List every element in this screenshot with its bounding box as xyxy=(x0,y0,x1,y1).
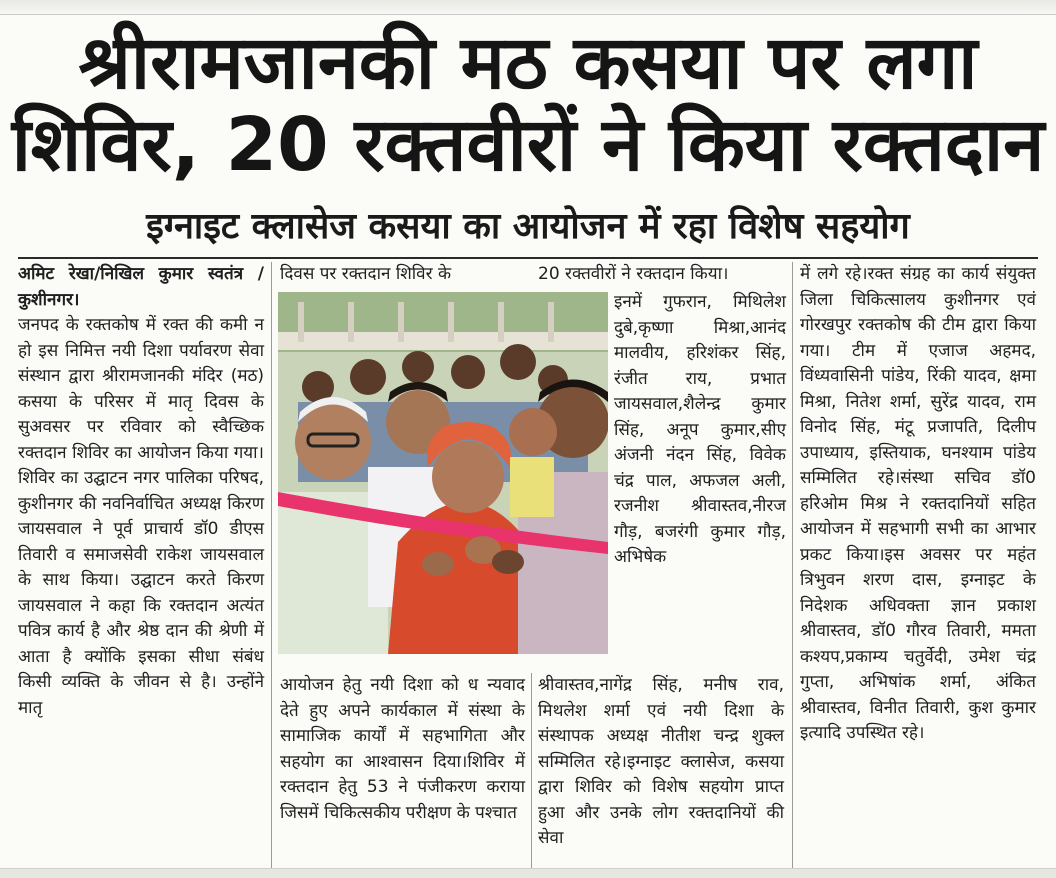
column-2-top-text: दिवस पर रक्तदान शिविर के xyxy=(280,264,452,284)
column-1-text: जनपद के रक्तकोष में रक्त की कमी न हो इस निमित्त नयी दिशा पर्यावरण सेवा संस्थान द्वारा श्रीरामजानकी मंदिर (मठ) कसया के परिसर में मातृ दिवस के सुअवसर पर रविवार को स्वैच्छिक रक्तदान शिविर का आयोजन किया गया। शिविर का उद्घाटन नगर पालिका परिषद, कुशीनगर की नवनिर्वाचित अध्यक्ष किरण जायसवाल ने पूर्व प्राचार्य डॉ0 डीएस तिवारी व समाजसेवी राकेश जायसवाल के साथ किया। उद्घाटन करते किरण जायसवाल ने कहा कि रक्तदान अत्यंत पवित्र कार्य है और श्रेष्ठ दान की श्रेणी में आता है क्योंकि इसका सीधा संबंध किसी व्यक्ति के जीवन से है। उन्होंने मातृ xyxy=(18,315,264,718)
article-column-3-side xyxy=(614,290,786,571)
article-column-2-top xyxy=(280,262,525,288)
article-column-3-bottom xyxy=(538,673,784,852)
page-top-strip xyxy=(0,0,1056,15)
column-3-bottom-text: श्रीवास्तव,नागेंद्र सिंह, मनीष राव, मिथलेश शर्मा एवं नयी दिशा के संस्थापक अध्यक्ष नीतीश चन्द्र शुक्ल सम्मिलित रहे।इग्नाइट क्लासेज, कसया द्वारा शिविर को विशेष सहयोग प्राप्त हुआ और उनके लोग रक्तदानियों की सेवा xyxy=(538,675,784,848)
headline-line-1: श्रीरामजानकी मठ कसया पर लगा xyxy=(78,20,978,106)
column-3-side-text: इनमें गुफरान, मिथिलेश दुबे,कृष्णा मिश्रा,आनंद मालवीय, हरिशंकर सिंह, रंजीत राय, प्रभात जायसवाल,शैलेन्द्र कुमार सिंह, अनूप कुमार,सीए अंजनी नंदन सिंह, विवेक चंद्र पाल, अफजल अली, रजनीश श्रीवास्तव,नीरज गौड़, बजरंगी कुमार गौड़, अभिषेक xyxy=(614,292,786,567)
column-4-text: में लगे रहे।रक्त संग्रह का कार्य संयुक्त जिला चिकित्सालय कुशीनगर एवं गोरखपुर रक्तकोष की टीम द्वारा किया गया। टीम में एजाज अहमद, विंध्यवासिनी पांडेय, रिंकी यादव, क्षमा मिश्रा, नितेश शर्मा, सुरेंद्र यादव, राम विनोद सिंह, मंटू प्रजापति, दिलीप उपाध्याय, इस्तियाक, घनश्याम पांडेय सम्मिलित रहे।संस्था सचिव डॉ0 हरिओम मिश्र ने रक्तदानियों सहित आयोजन में सहभागी सभी का आभार प्रकट किया।इस अवसर पर महंत त्रिभुवन शरण दास, इग्नाइट के निदेशक अधिवक्ता ज्ञान प्रकाश श्रीवास्तव, डॉ0 गौरव तिवारी, ममता कश्यप,प्रकाम्य चतुर्वेदी, उमेश चंद्र गुप्ता, अभिषांक शर्मा, अंकित श्रीवास्तव, विनीत तिवारी, कुश कुमार इत्यादि उपस्थित रहे। xyxy=(800,264,1036,743)
column-divider xyxy=(271,262,272,874)
column-3-top-text: 20 रक्तवीरों ने रक्तदान किया। xyxy=(538,264,729,284)
article-column-2-bottom xyxy=(280,673,525,826)
article-column-4 xyxy=(800,262,1036,747)
headline-line-2: शिविर, 20 रक्तवीरों ने किया रक्तदान xyxy=(11,102,1045,188)
byline: अमिट रेखा/निखिल कुमार स्वतंत्र /कुशीनगर। xyxy=(18,264,264,310)
subheadline-rule xyxy=(18,257,1038,259)
article-column-1 xyxy=(18,262,264,721)
subheadline: इग्नाइट क्लासेज कसया का आयोजन में रहा विशेष सहयोग xyxy=(146,206,910,247)
event-photo xyxy=(278,292,608,654)
column-2-bottom-text: आयोजन हेतु नयी दिशा को ध न्यवाद देते हुए अपने कार्यकाल में संस्था के सामाजिक कार्यों में सहभागिता और सहयोग का आश्वासन दिया।शिविर में रक्तदान हेतु 53 ने पंजीकरण कराया जिसमें चिकित्सकीय परीक्षण के पश्चात xyxy=(280,675,525,823)
article-column-3-top xyxy=(538,262,784,288)
column-divider xyxy=(792,262,793,874)
column-divider xyxy=(531,673,532,873)
